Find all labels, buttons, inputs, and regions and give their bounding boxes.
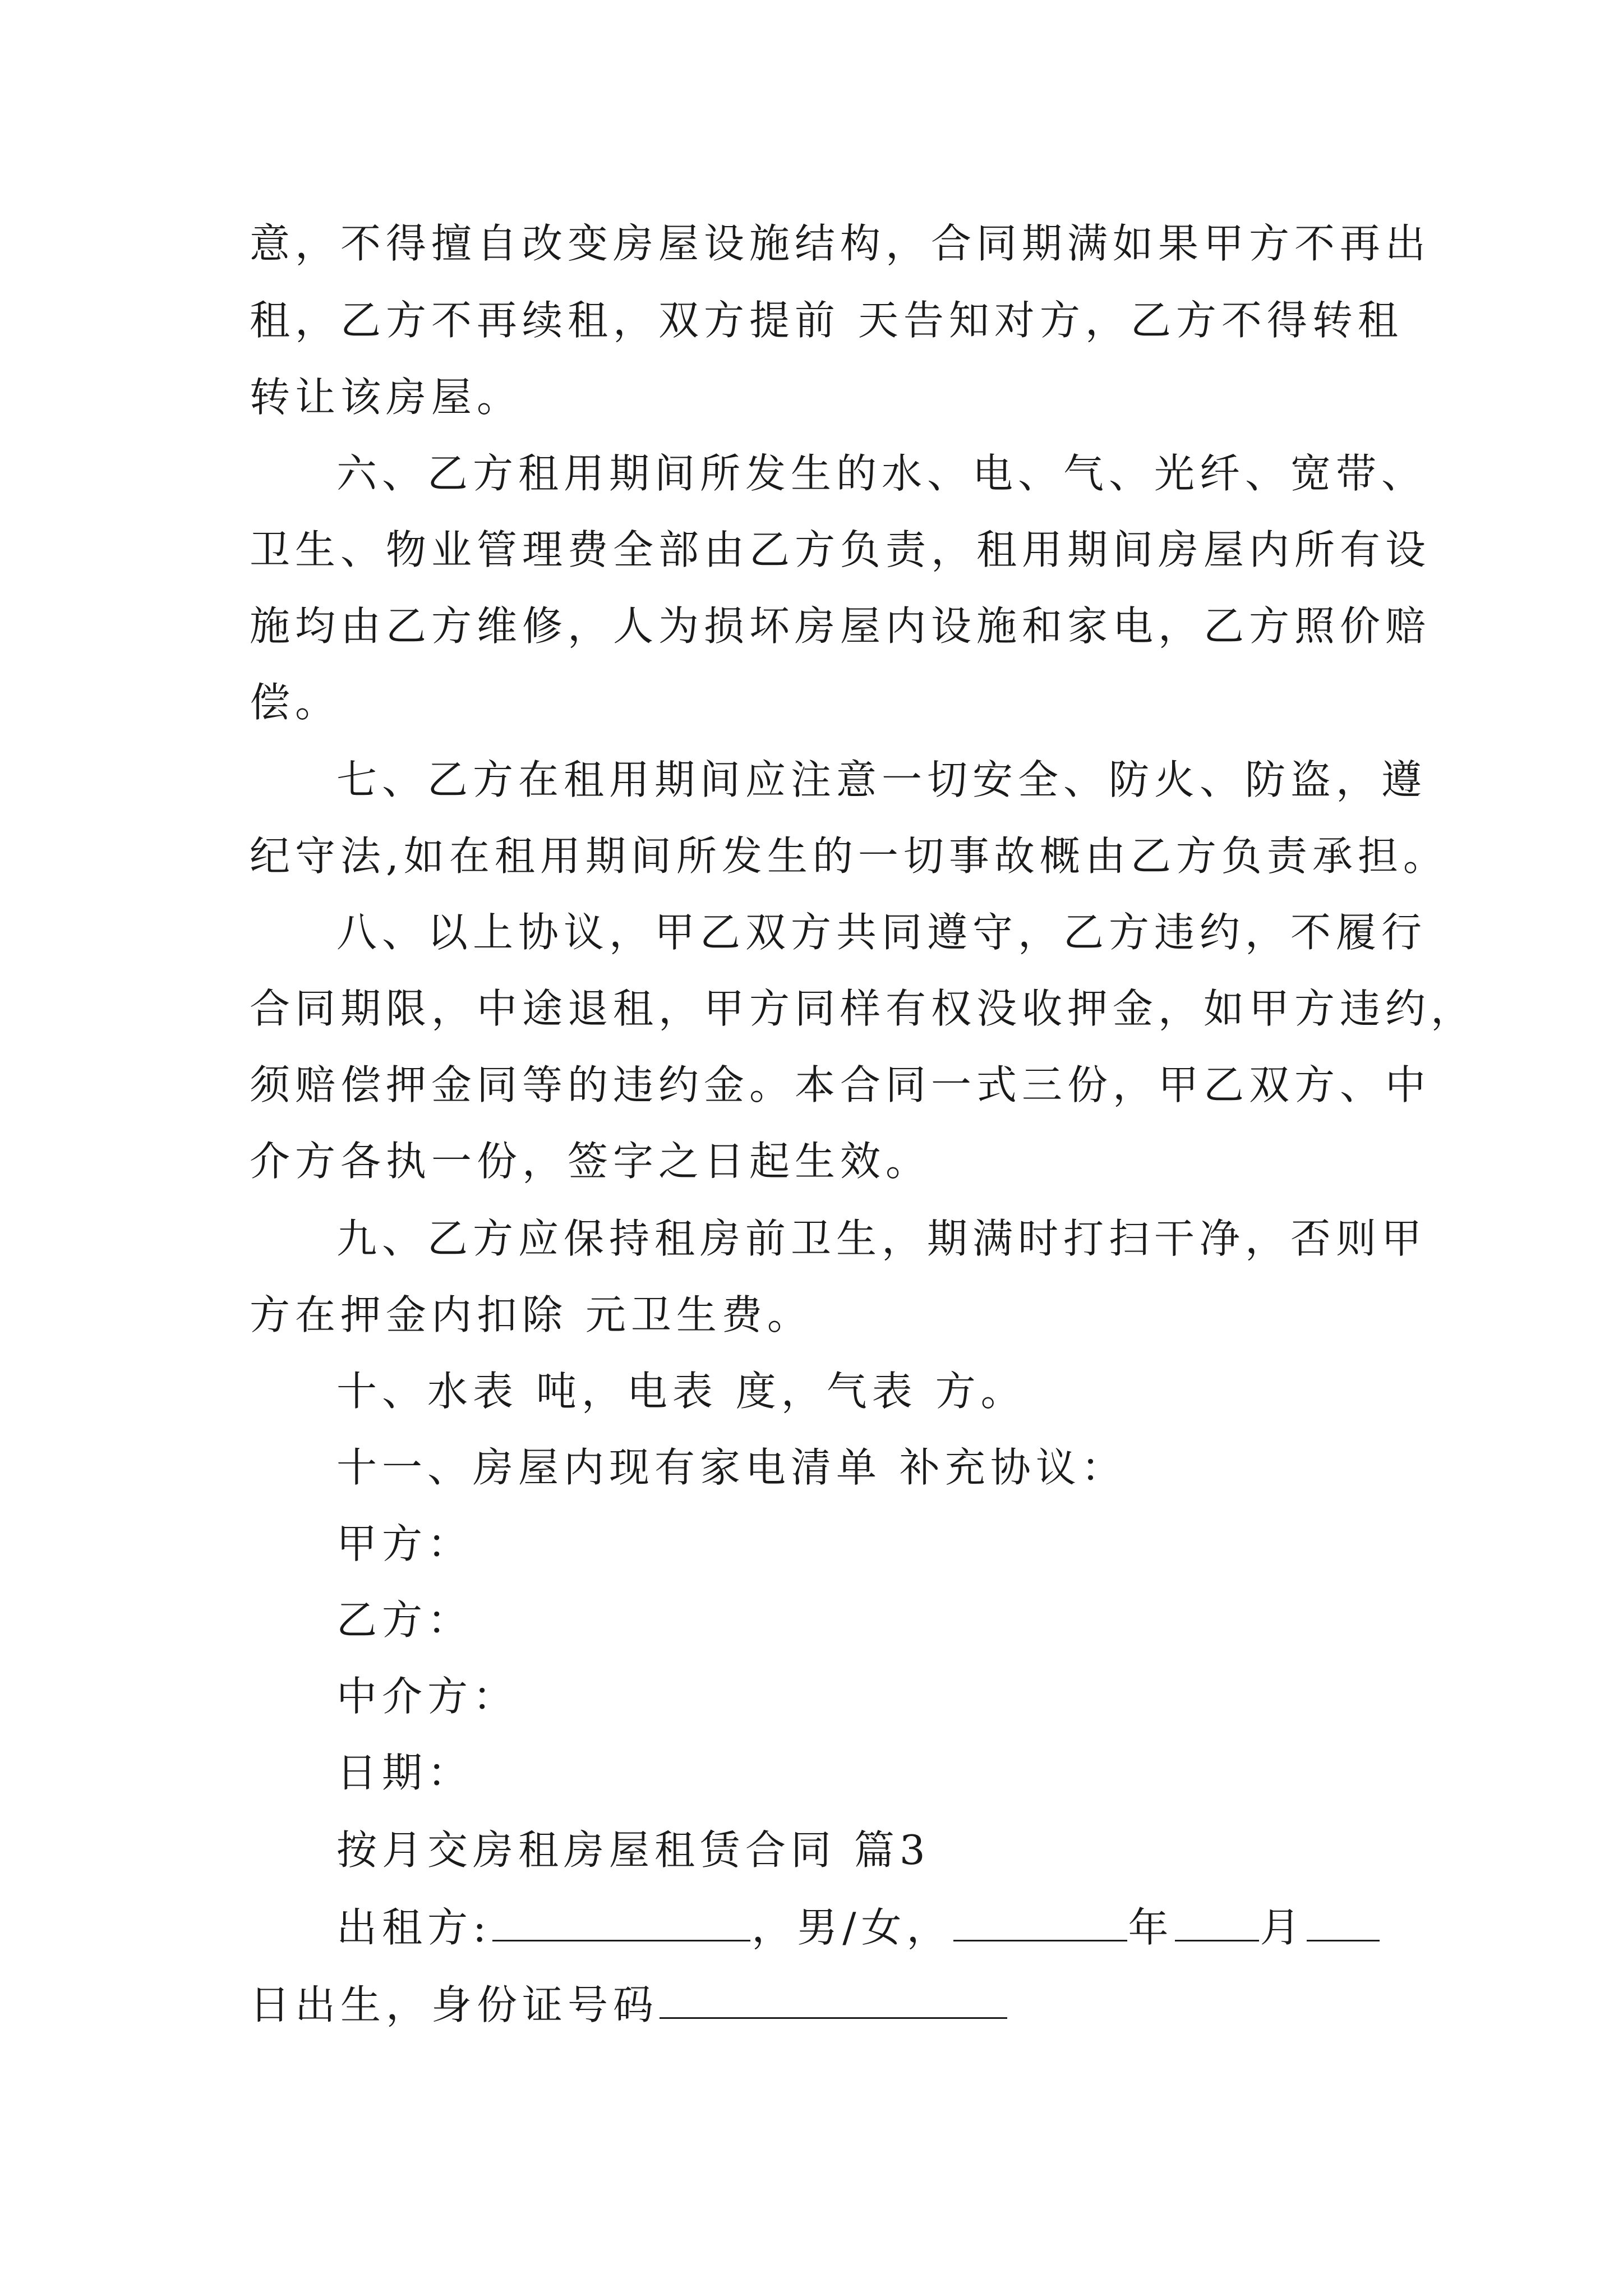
birth-id-line: [250, 1981, 1008, 2028]
paragraph-line: 须赔偿押金同等的违约金。本合同一式三份，甲乙双方、中: [250, 1061, 1431, 1108]
paragraph-line: 十、水表 吨，电表 度，气表 方。: [336, 1368, 1026, 1415]
paragraph-line: 十一、房屋内现有家电清单 补充协议：: [336, 1444, 1127, 1491]
lessor-name-blank[interactable]: [492, 1906, 750, 1941]
paragraph-line: 偿。: [250, 679, 341, 726]
year-label: 年: [1128, 1904, 1174, 1951]
section-heading: 按月交房租房屋租赁合同 篇3: [336, 1826, 930, 1874]
lessor-line: [336, 1904, 1381, 1951]
signature-label-party-b: 乙方：: [336, 1596, 473, 1644]
paragraph-line: 八、以上协议，甲乙双方共同遵守，乙方违约，不履行: [336, 909, 1427, 956]
month-label: 月: [1260, 1904, 1306, 1951]
paragraph-line: 卫生、物业管理费全部由乙方负责，租用期间房屋内所有设: [250, 526, 1431, 573]
paragraph-line: 租，乙方不再续租，双方提前 天告知对方，乙方不得转租: [250, 297, 1403, 344]
paragraph-line: 转让该房屋。: [250, 374, 523, 421]
birth-day-blank[interactable]: [1307, 1906, 1380, 1941]
paragraph-line: 方在押金内扣除 元卫生费。: [250, 1291, 813, 1338]
paragraph-line: 施均由乙方维修，人为损坏房屋内设施和家电，乙方照价赔: [250, 602, 1431, 650]
paragraph-line: 九、乙方应保持租房前卫生，期满时打扫干净，否则甲: [336, 1215, 1427, 1262]
paragraph-line: 介方各执一份，签字之日起生效。: [250, 1138, 932, 1185]
gender-label: ，男/女，: [751, 1904, 952, 1951]
lessor-label: 出租方:: [336, 1904, 492, 1951]
paragraph-line: 意，不得擅自改变房屋设施结构，合同期满如果甲方不再出: [250, 220, 1431, 267]
id-number-blank[interactable]: [660, 1984, 1007, 2019]
paragraph-line: 六、乙方租用期间所发生的水、电、气、光纤、宽带、: [336, 450, 1427, 497]
birth-id-label: 日出生，身份证号码: [250, 1981, 659, 2028]
paragraph-line: 合同期限，中途退租，甲方同样有权没收押金，如甲方违约，: [250, 985, 1477, 1032]
birth-year-blank[interactable]: [953, 1906, 1127, 1941]
paragraph-line: 纪守法,如在租用期间所发生的一切事故概由乙方负责承担。: [250, 832, 1449, 880]
signature-label-agent: 中介方：: [336, 1673, 519, 1720]
signature-label-party-a: 甲方：: [336, 1520, 473, 1567]
birth-month-blank[interactable]: [1175, 1906, 1259, 1941]
signature-label-date: 日期：: [336, 1749, 473, 1796]
paragraph-line: 七、乙方在租用期间应注意一切安全、防火、防盗，遵: [336, 756, 1427, 803]
